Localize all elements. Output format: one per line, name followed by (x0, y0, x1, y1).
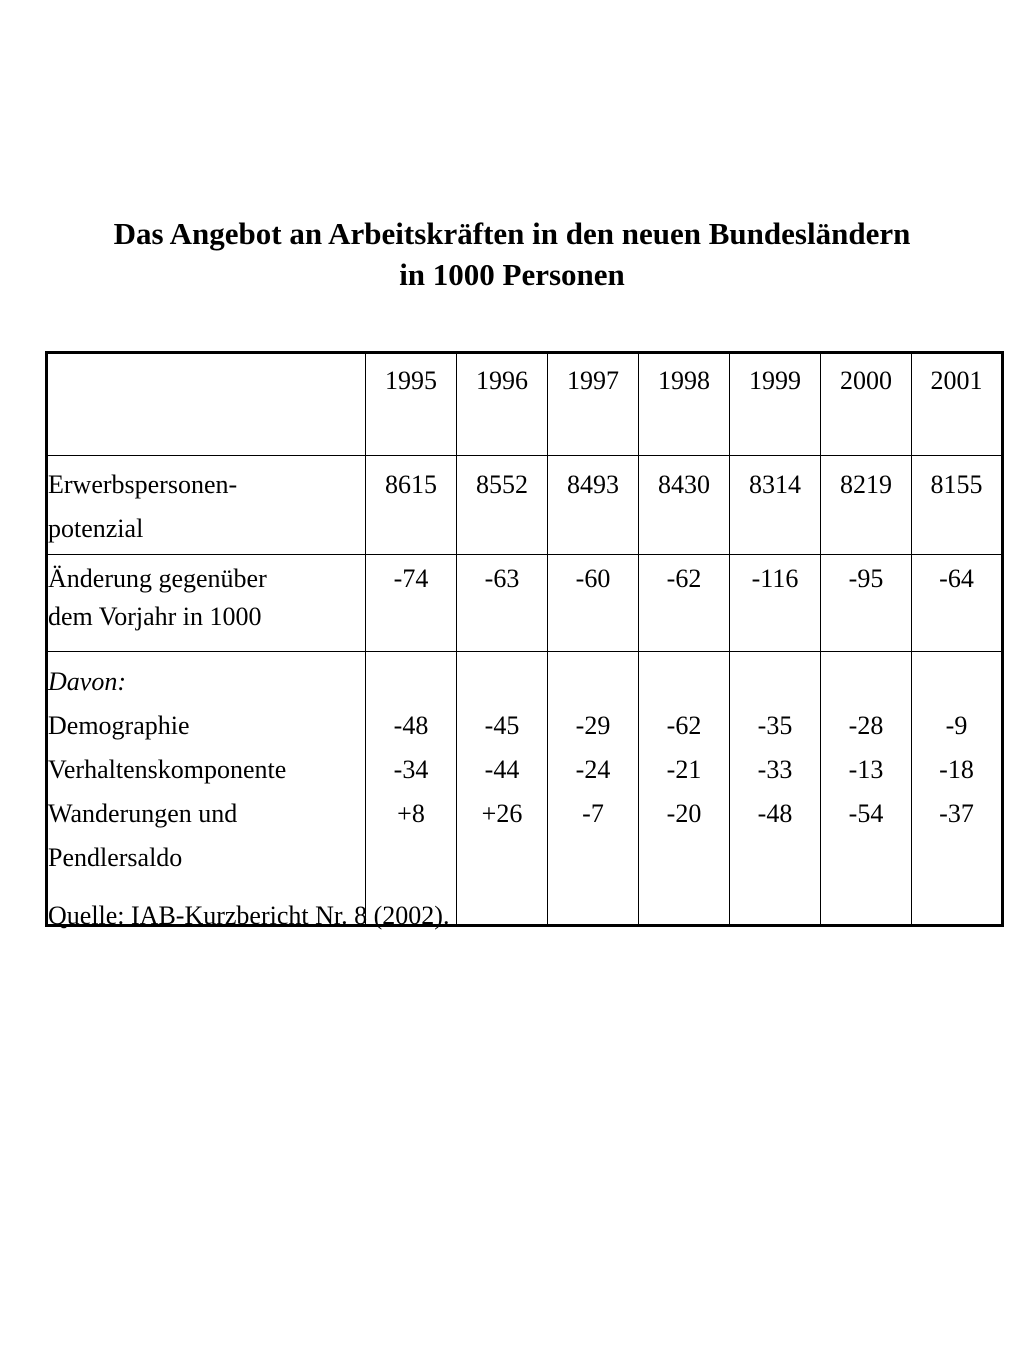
table-cell: -62 (666, 711, 702, 740)
row-label-line: dem Vorjahr in 1000 (48, 602, 262, 631)
table-cell: 8493 (548, 456, 639, 555)
page-subtitle: in 1000 Personen (399, 257, 625, 292)
table-cell: 8219 (821, 456, 912, 555)
table-cell: 8615 (366, 456, 457, 555)
table-row-erwerbspersonenpotenzial (47, 456, 1003, 555)
davon-label: Davon: (48, 667, 126, 696)
page-title: Das Angebot an Arbeitskräften in den neuen Bundesländern (113, 216, 911, 251)
table-cell: -74 (366, 555, 457, 652)
table-cell: -18 (939, 755, 974, 784)
table-cell: 8552 (457, 456, 548, 555)
header-row (47, 353, 1003, 456)
table-cell: -24 (575, 755, 611, 784)
table-cell: -34 (393, 755, 429, 784)
year-header-1995: 1995 (366, 353, 457, 456)
table-cell: +8 (397, 799, 425, 828)
table-cell: 8155 (912, 456, 1003, 555)
row-label-erwerbspersonenpotenzial (47, 456, 366, 555)
year-header-1999: 1999 (730, 353, 821, 456)
table-cell-group (366, 652, 457, 926)
corner-cell (47, 353, 366, 456)
table-cell-group (730, 652, 821, 926)
table-cell: -37 (939, 799, 974, 828)
table-cell-group (548, 652, 639, 926)
table-cell: -29 (575, 711, 611, 740)
table-cell: -64 (912, 555, 1003, 652)
row-label-demographie: Demographie (48, 711, 190, 740)
row-label-aenderung (47, 555, 366, 652)
table-row-davon (47, 652, 1003, 926)
table-cell: 8314 (730, 456, 821, 555)
table-cell-group (457, 652, 548, 926)
table-cell: 8430 (639, 456, 730, 555)
table-cell: -63 (457, 555, 548, 652)
year-header-1998: 1998 (639, 353, 730, 456)
table-cell: -95 (821, 555, 912, 652)
table-cell-group (639, 652, 730, 926)
row-label-line: Erwerbspersonen- (48, 470, 238, 499)
table-cell: -35 (757, 711, 793, 740)
table-cell: -28 (848, 711, 884, 740)
table-cell: -7 (582, 799, 604, 828)
year-header-2000: 2000 (821, 353, 912, 456)
table-cell: -62 (639, 555, 730, 652)
table-cell-group (912, 652, 1003, 926)
row-label-line: Änderung gegenüber (48, 564, 267, 593)
table-cell: -116 (730, 555, 821, 652)
table-cell: +26 (481, 799, 523, 828)
source-note: Quelle: IAB-Kurzbericht Nr. 8 (2002). (48, 901, 450, 930)
year-header-1996: 1996 (457, 353, 548, 456)
row-label-pendlersaldo: Pendlersaldo (48, 843, 183, 872)
table-cell: -48 (393, 711, 429, 740)
table-cell: -21 (666, 755, 702, 784)
table-cell: -48 (757, 799, 793, 828)
row-label-wanderungen: Wanderungen und (48, 799, 238, 828)
table-cell: -54 (848, 799, 884, 828)
table-cell: -13 (848, 755, 884, 784)
table-cell: -33 (757, 755, 793, 784)
row-label-davon-group (47, 652, 366, 926)
year-header-1997: 1997 (548, 353, 639, 456)
table-cell: -9 (945, 711, 968, 740)
table-row-aenderung (47, 555, 1003, 652)
row-label-verhaltenskomponente: Verhaltenskomponente (48, 755, 287, 784)
table-cell: -60 (548, 555, 639, 652)
table-cell: -45 (484, 711, 520, 740)
row-label-line: potenzial (48, 514, 144, 543)
year-header-2001: 2001 (912, 353, 1003, 456)
table-cell: -44 (484, 755, 520, 784)
table-cell-group (821, 652, 912, 926)
table-cell: -20 (666, 799, 702, 828)
labour-supply-table (45, 351, 1004, 927)
